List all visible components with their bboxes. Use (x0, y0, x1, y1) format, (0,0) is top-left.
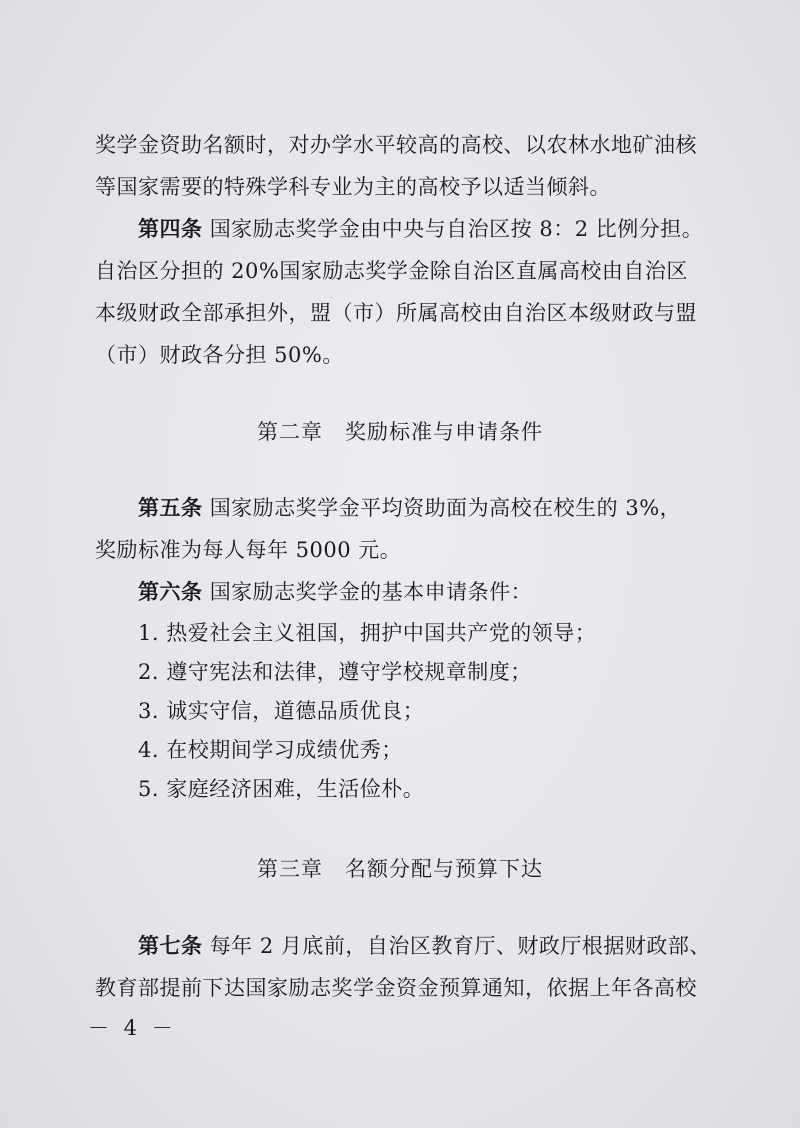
article-label: 第六条 (138, 580, 203, 604)
article-6 (138, 578, 532, 606)
article-label: 第四条 (138, 217, 203, 241)
article-text: 国家励志奖学金的基本申请条件： (209, 580, 533, 604)
article-text: 国家励志奖学金平均资助面为高校在校生的 3%， (209, 496, 682, 520)
article-text: 国家励志奖学金由中央与自治区按 8：2 比例分担。 (209, 217, 704, 241)
paragraph-line: 等国家需要的特殊学科专业为主的高校予以适当倾斜。 (95, 175, 611, 199)
paragraph-line: 奖励标准为每人每年 5000 元。 (95, 538, 402, 562)
article-label: 第七条 (138, 934, 203, 958)
paragraph-line: 教育部提前下达国家励志奖学金资金预算通知，依据上年各高校 (95, 976, 697, 1000)
article-label: 第五条 (138, 496, 203, 520)
list-item: 5. 家庭经济困难，生活俭朴。 (138, 777, 425, 801)
paragraph-line: 自治区分担的 20%国家励志奖学金除自治区直属高校由自治区 (95, 259, 688, 283)
paragraph-line: （市）财政各分担 50%。 (95, 343, 344, 367)
list-item: 3. 诚实守信，道德品质优良； (138, 699, 425, 723)
list-item: 2. 遵守宪法和法律，遵守学校规章制度； (138, 660, 532, 684)
page-number: － 4 － (88, 1016, 177, 1040)
chapter-heading: 第二章 奖励标准与申请条件 (257, 420, 543, 444)
article-7 (138, 932, 711, 960)
paragraph-line: 奖学金资助名额时，对办学水平较高的高校、以农林水地矿油核 (95, 133, 697, 157)
paragraph-line: 本级财政全部承担外，盟（市）所属高校由自治区本级财政与盟 (95, 301, 697, 325)
article-text: 每年 2 月底前，自治区教育厅、财政厅根据财政部、 (209, 934, 711, 958)
chapter-heading: 第三章 名额分配与预算下达 (257, 857, 543, 881)
list-item: 1. 热爱社会主义祖国，拥护中国共产党的领导； (138, 621, 597, 645)
list-item: 4. 在校期间学习成绩优秀； (138, 738, 403, 762)
article-5 (138, 494, 681, 522)
article-4 (138, 215, 703, 243)
